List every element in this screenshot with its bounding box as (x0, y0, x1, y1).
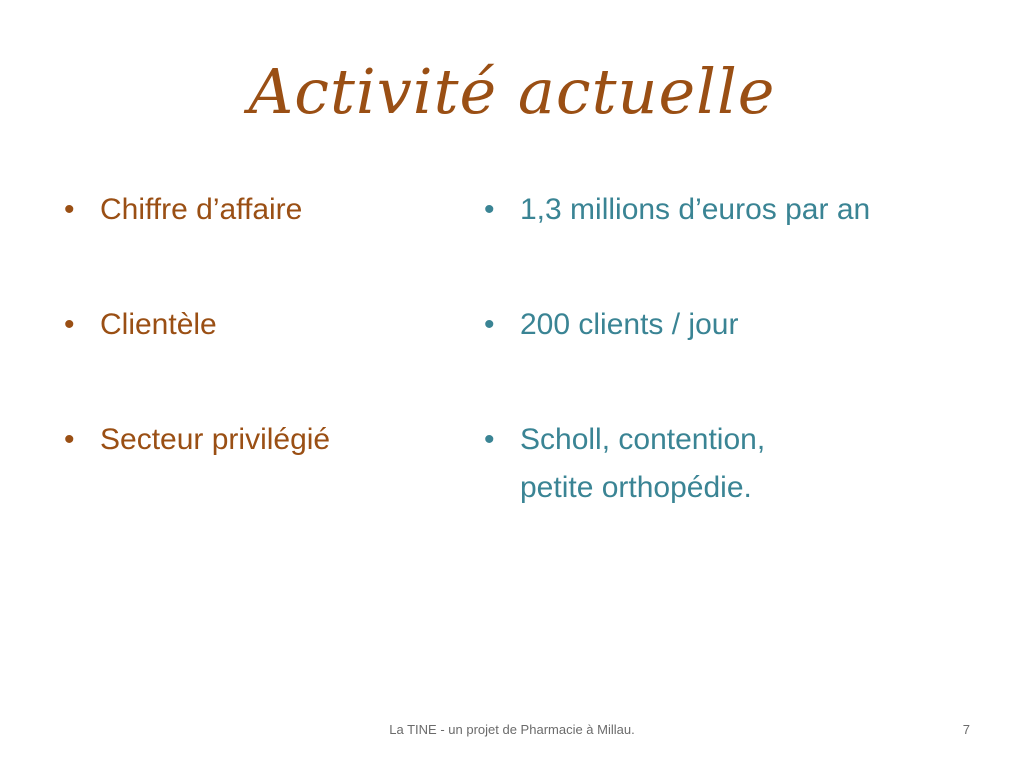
bullet-icon: • (484, 423, 495, 456)
item-label-chiffre-affaire: Chiffre d’affaire (100, 193, 303, 226)
bullet-icon: • (484, 193, 495, 226)
bullet-icon: • (484, 308, 495, 341)
slide-title: Activité actuelle (248, 55, 776, 128)
right-bullet-list (482, 186, 982, 579)
item-label-secteur: Secteur privilégié (100, 423, 331, 456)
bullet-icon: • (64, 193, 75, 226)
list-item (482, 186, 982, 234)
item-value-revenue: 1,3 millions d’euros par an (520, 193, 871, 226)
list-item (62, 416, 462, 464)
slide-footer: La TINE - un projet de Pharmacie à Millau. (389, 722, 635, 737)
page-number: 7 (962, 722, 970, 737)
item-value-clients: 200 clients / jour (520, 308, 739, 341)
list-item (62, 301, 462, 349)
list-item (482, 416, 982, 512)
list-item (482, 301, 982, 349)
bullet-icon: • (64, 308, 75, 341)
item-value-sector: Scholl, contention, petite orthopédie. (520, 423, 766, 504)
item-label-clientele: Clientèle (100, 308, 217, 341)
bullet-icon: • (64, 423, 75, 456)
left-bullet-list (62, 186, 462, 531)
list-item (62, 186, 462, 234)
